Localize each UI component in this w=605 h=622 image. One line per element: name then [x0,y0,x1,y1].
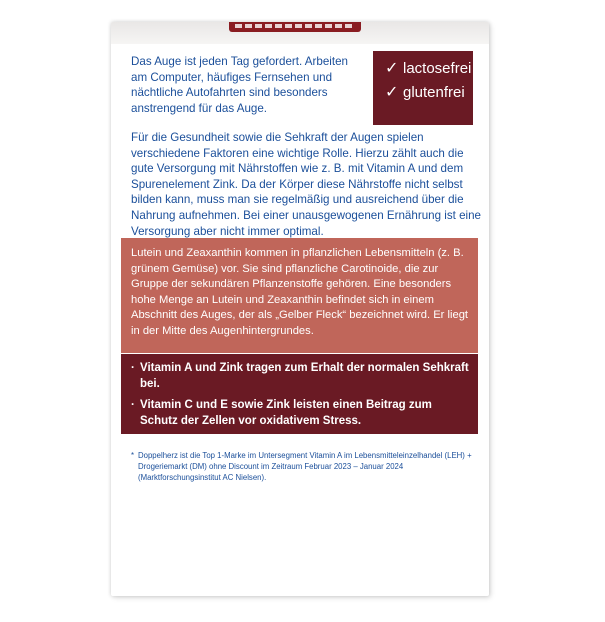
free-from-badge [373,51,473,125]
badge-label: lactosefrei [403,60,472,77]
footnote [131,450,476,483]
footnote-marker: * [131,451,135,460]
claim-item: · Vitamin A und Zink tragen zum Erhalt der normalen Sehkraft bei. [131,361,470,392]
brand-logo-fragment [229,22,361,32]
claim-item: · Vitamin C und E sowie Zink leisten einen Beitrag zum Schutz der Zellen vor oxidativem Stress. [131,398,470,429]
badge-item-lactosefrei [385,57,473,81]
product-box-back [111,22,489,596]
top-strip [111,22,489,44]
footnote-text: Doppelherz ist die Top 1-Marke im Untersegment Vitamin A im Lebensmitteleinzelhandel (LEH) + Drogeriemarkt (DM) ohne Discount im Zeitraum Februar 2023 – Januar 2024 (Marktforschungsinstitut AC Nielsen). [138,451,472,482]
nutrients-paragraph: Für die Gesundheit sowie die Sehkraft der Augen spielen verschiedene Faktoren eine wichtige Rolle. Hierzu zählt auch die gute Versorgung mit Nährstoffen wie z. B. mit Vitamin A und dem Spurenelement Zink. Da der Körper diese Nährstoffe nicht selbst bilden kann, muss man sie regelmäßig und ausreichend über die Nahrung aufnehmen. Bei einer unausgewogenen Ernährung ist eine Versorgung aber nicht immer optimal. [131,131,481,238]
badge-item-glutenfrei [385,81,473,105]
claims-box [121,354,478,434]
check-icon: ✓ [385,60,399,77]
lutein-paragraph: Lutein und Zeaxanthin kommen in pflanzlichen Lebensmitteln (z. B. grünem Gemüse) vor. Sie sind pflanzliche Carotinoide, die zur Gruppe der sekundären Pflanzenstoffe gehören. Eine besonders hohe Menge an Lutein und Zeaxanthin befindet sich in einem Abschnitt des Auges, der als „Gelber Fleck“ bezeichnet wird. Er liegt in der Mitte des Augenhintergrundes. [131,247,469,337]
badge-label: glutenfrei [403,84,465,101]
lutein-info-box [121,238,478,353]
intro-paragraph: Das Auge ist jeden Tag gefordert. Arbeiten am Computer, häufiges Fernsehen und nächtliche Autofahrten sind besonders anstrengend für das Auge. [131,55,348,115]
claims-list [131,361,470,429]
check-icon: ✓ [385,84,399,101]
